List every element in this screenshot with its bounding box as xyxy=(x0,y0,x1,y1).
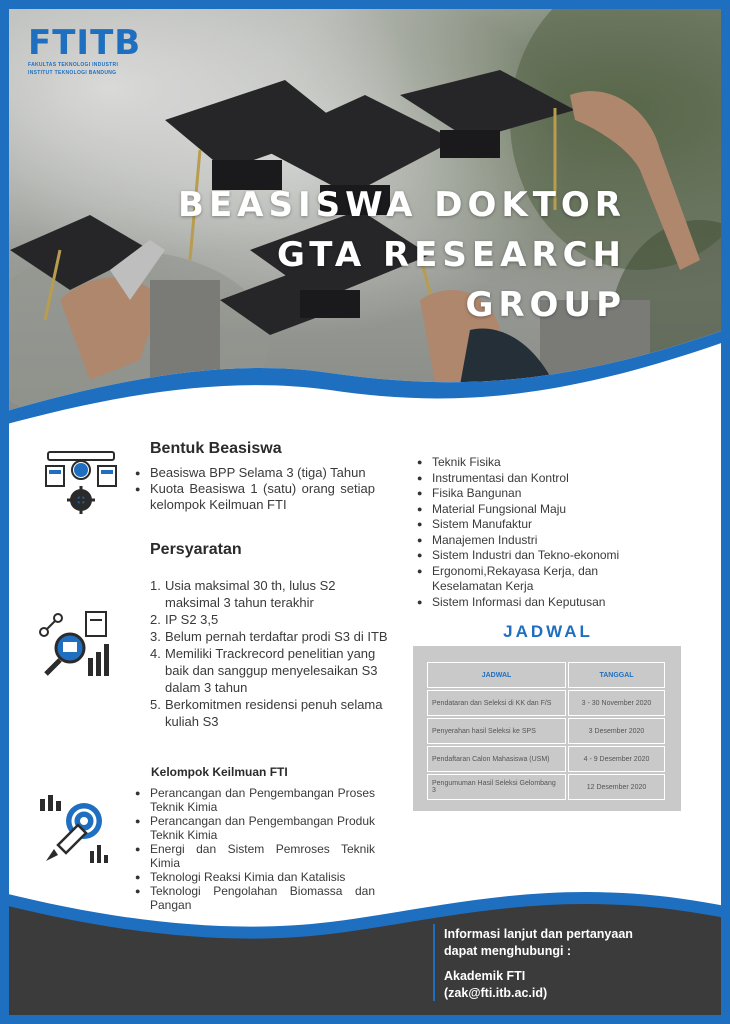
logo-wordmark: FTITB xyxy=(28,23,142,63)
title-line-1: BEASISWA DOKTOR xyxy=(178,185,626,225)
list-item: ● Manajemen Industri xyxy=(417,533,657,549)
footer-info-line-2: dapat menghubungi : xyxy=(444,944,572,958)
bentuk-beasiswa-heading: Bentuk Beasiswa xyxy=(150,440,282,457)
requirement-item xyxy=(150,645,390,696)
requirement-text: Belum pernah terdaftar prodi S3 di ITB xyxy=(165,629,388,644)
requirement-number: 5. xyxy=(150,697,161,712)
requirement-item xyxy=(150,577,390,611)
footer-info-line-1: Informasi lanjut dan pertanyaan xyxy=(444,927,633,941)
list-item: ● Energi dan Sistem Pemroses Teknik Kimia xyxy=(135,842,375,870)
list-item: ● Perancangan dan Pengembangan Proses Teknik Kimia xyxy=(135,786,375,814)
list-item: ● Perancangan dan Pengembangan Produk Teknik Kimia xyxy=(135,814,375,842)
poster-title xyxy=(178,180,626,330)
jadwal-heading: JADWAL xyxy=(503,622,593,641)
bentuk-beasiswa-list xyxy=(135,465,375,513)
persyaratan-heading: Persyaratan xyxy=(150,541,242,558)
table-cell-event: Pendataran dan Seleksi di KK dan F/S xyxy=(427,690,566,716)
list-item: ● Kuota Beasiswa 1 (satu) orang setiap kelompok Keilmuan FTI xyxy=(135,481,375,513)
table-cell-event: Pendaftaran Calon Mahasiswa (USM) xyxy=(427,746,566,772)
table-row xyxy=(427,746,665,772)
list-item: ● Material Fungsional Maju xyxy=(417,502,657,518)
requirement-item xyxy=(150,628,390,645)
idea-gear-icon xyxy=(44,448,118,518)
requirement-text: Memiliki Trackrecord penelitian yang baik dan sanggup menyelesaikan S3 dalam 3 tahun xyxy=(165,646,378,695)
list-item: ● Instrumentasi dan Kontrol xyxy=(417,471,657,487)
list-item: ● Fisika Bangunan xyxy=(417,486,657,502)
requirement-number: 4. xyxy=(150,646,161,661)
kelompok-heading: Kelompok Keilmuan FTI xyxy=(151,765,288,779)
persyaratan-list xyxy=(150,577,390,730)
footer-contact-email: (zak@fti.itb.ac.id) xyxy=(444,986,548,1000)
footer-accent-line xyxy=(433,924,435,1001)
list-item: ● Sistem Industri dan Tekno-ekonomi xyxy=(417,548,657,564)
list-item: ● Sistem Informasi dan Keputusan xyxy=(417,595,657,611)
top-wave-divider xyxy=(0,318,730,448)
analytics-search-icon xyxy=(38,608,110,680)
table-cell-event: Penyerahan hasil Seleksi ke SPS xyxy=(427,718,566,744)
kelompok-list-right xyxy=(417,455,657,610)
table-header-row xyxy=(427,662,665,688)
footer-info xyxy=(444,926,633,960)
list-item: ● Sistem Manufaktur xyxy=(417,517,657,533)
table-header-tanggal: TANGGAL xyxy=(568,662,665,688)
table-cell-event: Pengumuman Hasil Seleksi Gelombang 3 xyxy=(427,774,566,800)
table-row xyxy=(427,690,665,716)
footer-contact-name: Akademik FTI xyxy=(444,969,526,983)
list-item: ● Teknik Fisika xyxy=(417,455,657,471)
logo-subtitle-1: FAKULTAS TEKNOLOGI INDUSTRI xyxy=(28,62,119,68)
table-row xyxy=(427,774,665,800)
title-line-2: GTA RESEARCH xyxy=(276,235,626,275)
table-header-jadwal: JADWAL xyxy=(427,662,566,688)
requirement-number: 1. xyxy=(150,578,161,593)
list-item: ● Teknologi Reaksi Kimia dan Katalisis xyxy=(135,870,375,884)
requirement-item xyxy=(150,696,390,730)
ftitb-logo xyxy=(28,23,142,76)
requirement-text: Usia maksimal 30 th, lulus S2 maksimal 3 tahun terakhir xyxy=(165,578,336,610)
table-row xyxy=(427,718,665,744)
logo-subtitle-2: INSTITUT TEKNOLOGI BANDUNG xyxy=(28,70,117,76)
title-line-3: GROUP xyxy=(465,285,626,325)
requirement-number: 2. xyxy=(150,612,161,627)
requirement-text: IP S2 3,5 xyxy=(165,612,219,627)
table-cell-date: 3 - 30 November 2020 xyxy=(568,690,665,716)
table-cell-date: 3 Desember 2020 xyxy=(568,718,665,744)
requirement-text: Berkomitmen residensi penuh selama kuliah S3 xyxy=(165,697,383,729)
footer-contact xyxy=(444,968,547,1002)
list-item: ● Ergonomi,Rekayasa Kerja, dan Keselamatan Kerja xyxy=(417,564,657,595)
jadwal-table xyxy=(425,660,667,802)
requirement-number: 3. xyxy=(150,629,161,644)
table-cell-date: 4 - 9 Desember 2020 xyxy=(568,746,665,772)
jadwal-table-panel xyxy=(413,646,681,811)
requirement-item xyxy=(150,611,390,628)
list-item: ● Beasiswa BPP Selama 3 (tiga) Tahun xyxy=(135,465,375,481)
table-cell-date: 12 Desember 2020 xyxy=(568,774,665,800)
list-item: ● Teknologi Pengolahan Biomassa dan Pangan xyxy=(135,884,375,912)
